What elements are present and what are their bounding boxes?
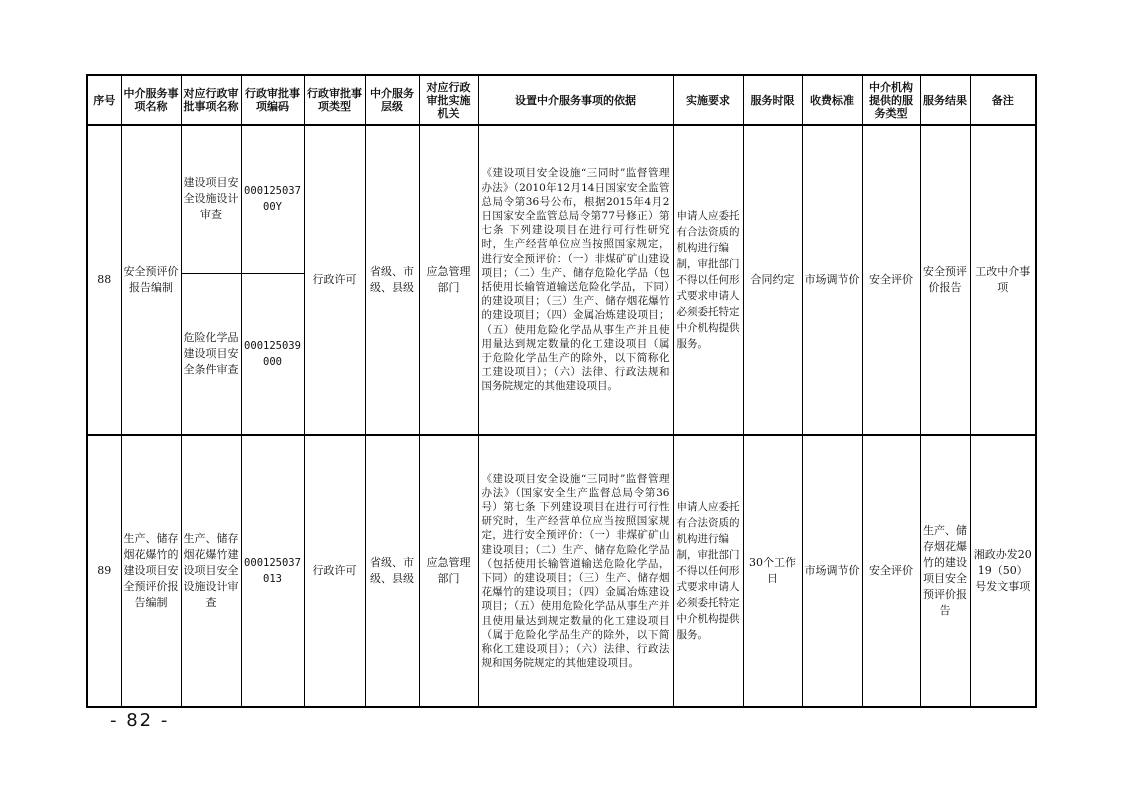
header-approval-type: 行政审批事项类型 xyxy=(304,75,365,125)
header-row xyxy=(87,75,1036,125)
service-result: 生产、储存烟花爆竹的建设项目安全预评价报告 xyxy=(920,435,970,707)
header-agency: 对应行政审批实施机关 xyxy=(419,75,478,125)
service-type: 安全评价 xyxy=(862,125,920,435)
header-basis: 设置中介服务事项的依据 xyxy=(478,75,673,125)
legal-basis: 《建设项目安全设施“三同时”监督管理办法》（2010年12月14日国家安全监管总局令第36号公布，根据2015年4月2日国家安全监管总局令第77号修正）第七条 下列建设项目在进行可行性研究时，生产经营单位应当按照国家规定，进行安全预评价：（一）非煤矿矿山建设项目；（二）生产、储存危险化学品（包括使用长输管道输送危险化学品，下同）的建设项目；（三）生产、储存烟花爆竹的建设项目；（四）金属冶炼建设项目；（五）使用危险化学品从事生产并且使用量达到规定数量的化工建设项目（属于危险化学品生产的除外，以下简称化工建设项目）；（六）法律、行政法规和国务院规定的其他建设项目。 xyxy=(478,125,673,435)
header-result: 服务结果 xyxy=(920,75,970,125)
header-fee: 收费标准 xyxy=(802,75,862,125)
time-limit: 合同约定 xyxy=(743,125,802,435)
header-requirement: 实施要求 xyxy=(673,75,743,125)
row-number: 89 xyxy=(87,435,121,707)
service-items-table xyxy=(86,74,1037,708)
service-level: 省级、市级、县级 xyxy=(365,435,419,707)
service-name: 安全预评价报告编制 xyxy=(121,125,181,435)
fee-standard: 市场调节价 xyxy=(802,435,862,707)
implementation-requirement: 申请人应委托有合法资质的机构进行编制，审批部门不得以任何形式要求申请人必须委托特定中介机构提供服务。 xyxy=(673,125,743,435)
page-number: - 82 - xyxy=(110,710,170,731)
table-row xyxy=(87,125,1036,273)
approval-item-code: 00012503700Y xyxy=(241,125,304,273)
service-level: 省级、市级、县级 xyxy=(365,125,419,435)
approval-item-code: 000125039000 xyxy=(241,273,304,435)
approval-agency: 应急管理部门 xyxy=(419,125,478,435)
approval-type: 行政许可 xyxy=(304,435,365,707)
table-row xyxy=(87,435,1036,707)
row-number: 88 xyxy=(87,125,121,435)
header-approval-item: 对应行政审批事项名称 xyxy=(181,75,241,125)
header-service-name: 中介服务事项名称 xyxy=(121,75,181,125)
service-result: 安全预评价报告 xyxy=(920,125,970,435)
approval-agency: 应急管理部门 xyxy=(419,435,478,707)
service-name: 生产、储存烟花爆竹的建设项目安全预评价报告编制 xyxy=(121,435,181,707)
remark: 工改中介事项 xyxy=(970,125,1036,435)
approval-item-name: 危险化学品建设项目安全条件审查 xyxy=(181,273,241,435)
remark: 湘政办发2019（50）号发文事项 xyxy=(970,435,1036,707)
fee-standard: 市场调节价 xyxy=(802,125,862,435)
approval-item-name: 建设项目安全设施设计审查 xyxy=(181,125,241,273)
header-no: 序号 xyxy=(87,75,121,125)
approval-item-code: 000125037013 xyxy=(241,435,304,707)
header-level: 中介服务层级 xyxy=(365,75,419,125)
header-approval-code: 行政审批事项编码 xyxy=(241,75,304,125)
service-type: 安全评价 xyxy=(862,435,920,707)
legal-basis: 《建设项目安全设施“三同时”监督管理办法》（国家安全生产监督总局令第36号）第七条 下列建设项目在进行可行性研究时，生产经营单位应当按照国家规定，进行安全预评价：（一）非煤矿矿山建设项目；（二）生产、储存危险化学品（包括使用长输管道输送危险化学品，下同）的建设项目；（三）生产、储存烟花爆竹的建设项目；（四）金属冶炼建设项目；（五）使用危险化学品从事生产并且使用量达到规定数量的化工建设项目（属于危险化学品生产的除外，以下简称化工建设项目）；（六）法律、行政法规和国务院规定的其他建设项目。 xyxy=(478,435,673,707)
time-limit: 30个工作日 xyxy=(743,435,802,707)
header-remark: 备注 xyxy=(970,75,1036,125)
approval-item-name: 生产、储存烟花爆竹建设项目安全设施设计审查 xyxy=(181,435,241,707)
header-time-limit: 服务时限 xyxy=(743,75,802,125)
approval-type: 行政许可 xyxy=(304,125,365,435)
header-service-type: 中介机构提供的服务类型 xyxy=(862,75,920,125)
implementation-requirement: 申请人应委托有合法资质的机构进行编制，审批部门不得以任何形式要求申请人必须委托特定中介机构提供服务。 xyxy=(673,435,743,707)
